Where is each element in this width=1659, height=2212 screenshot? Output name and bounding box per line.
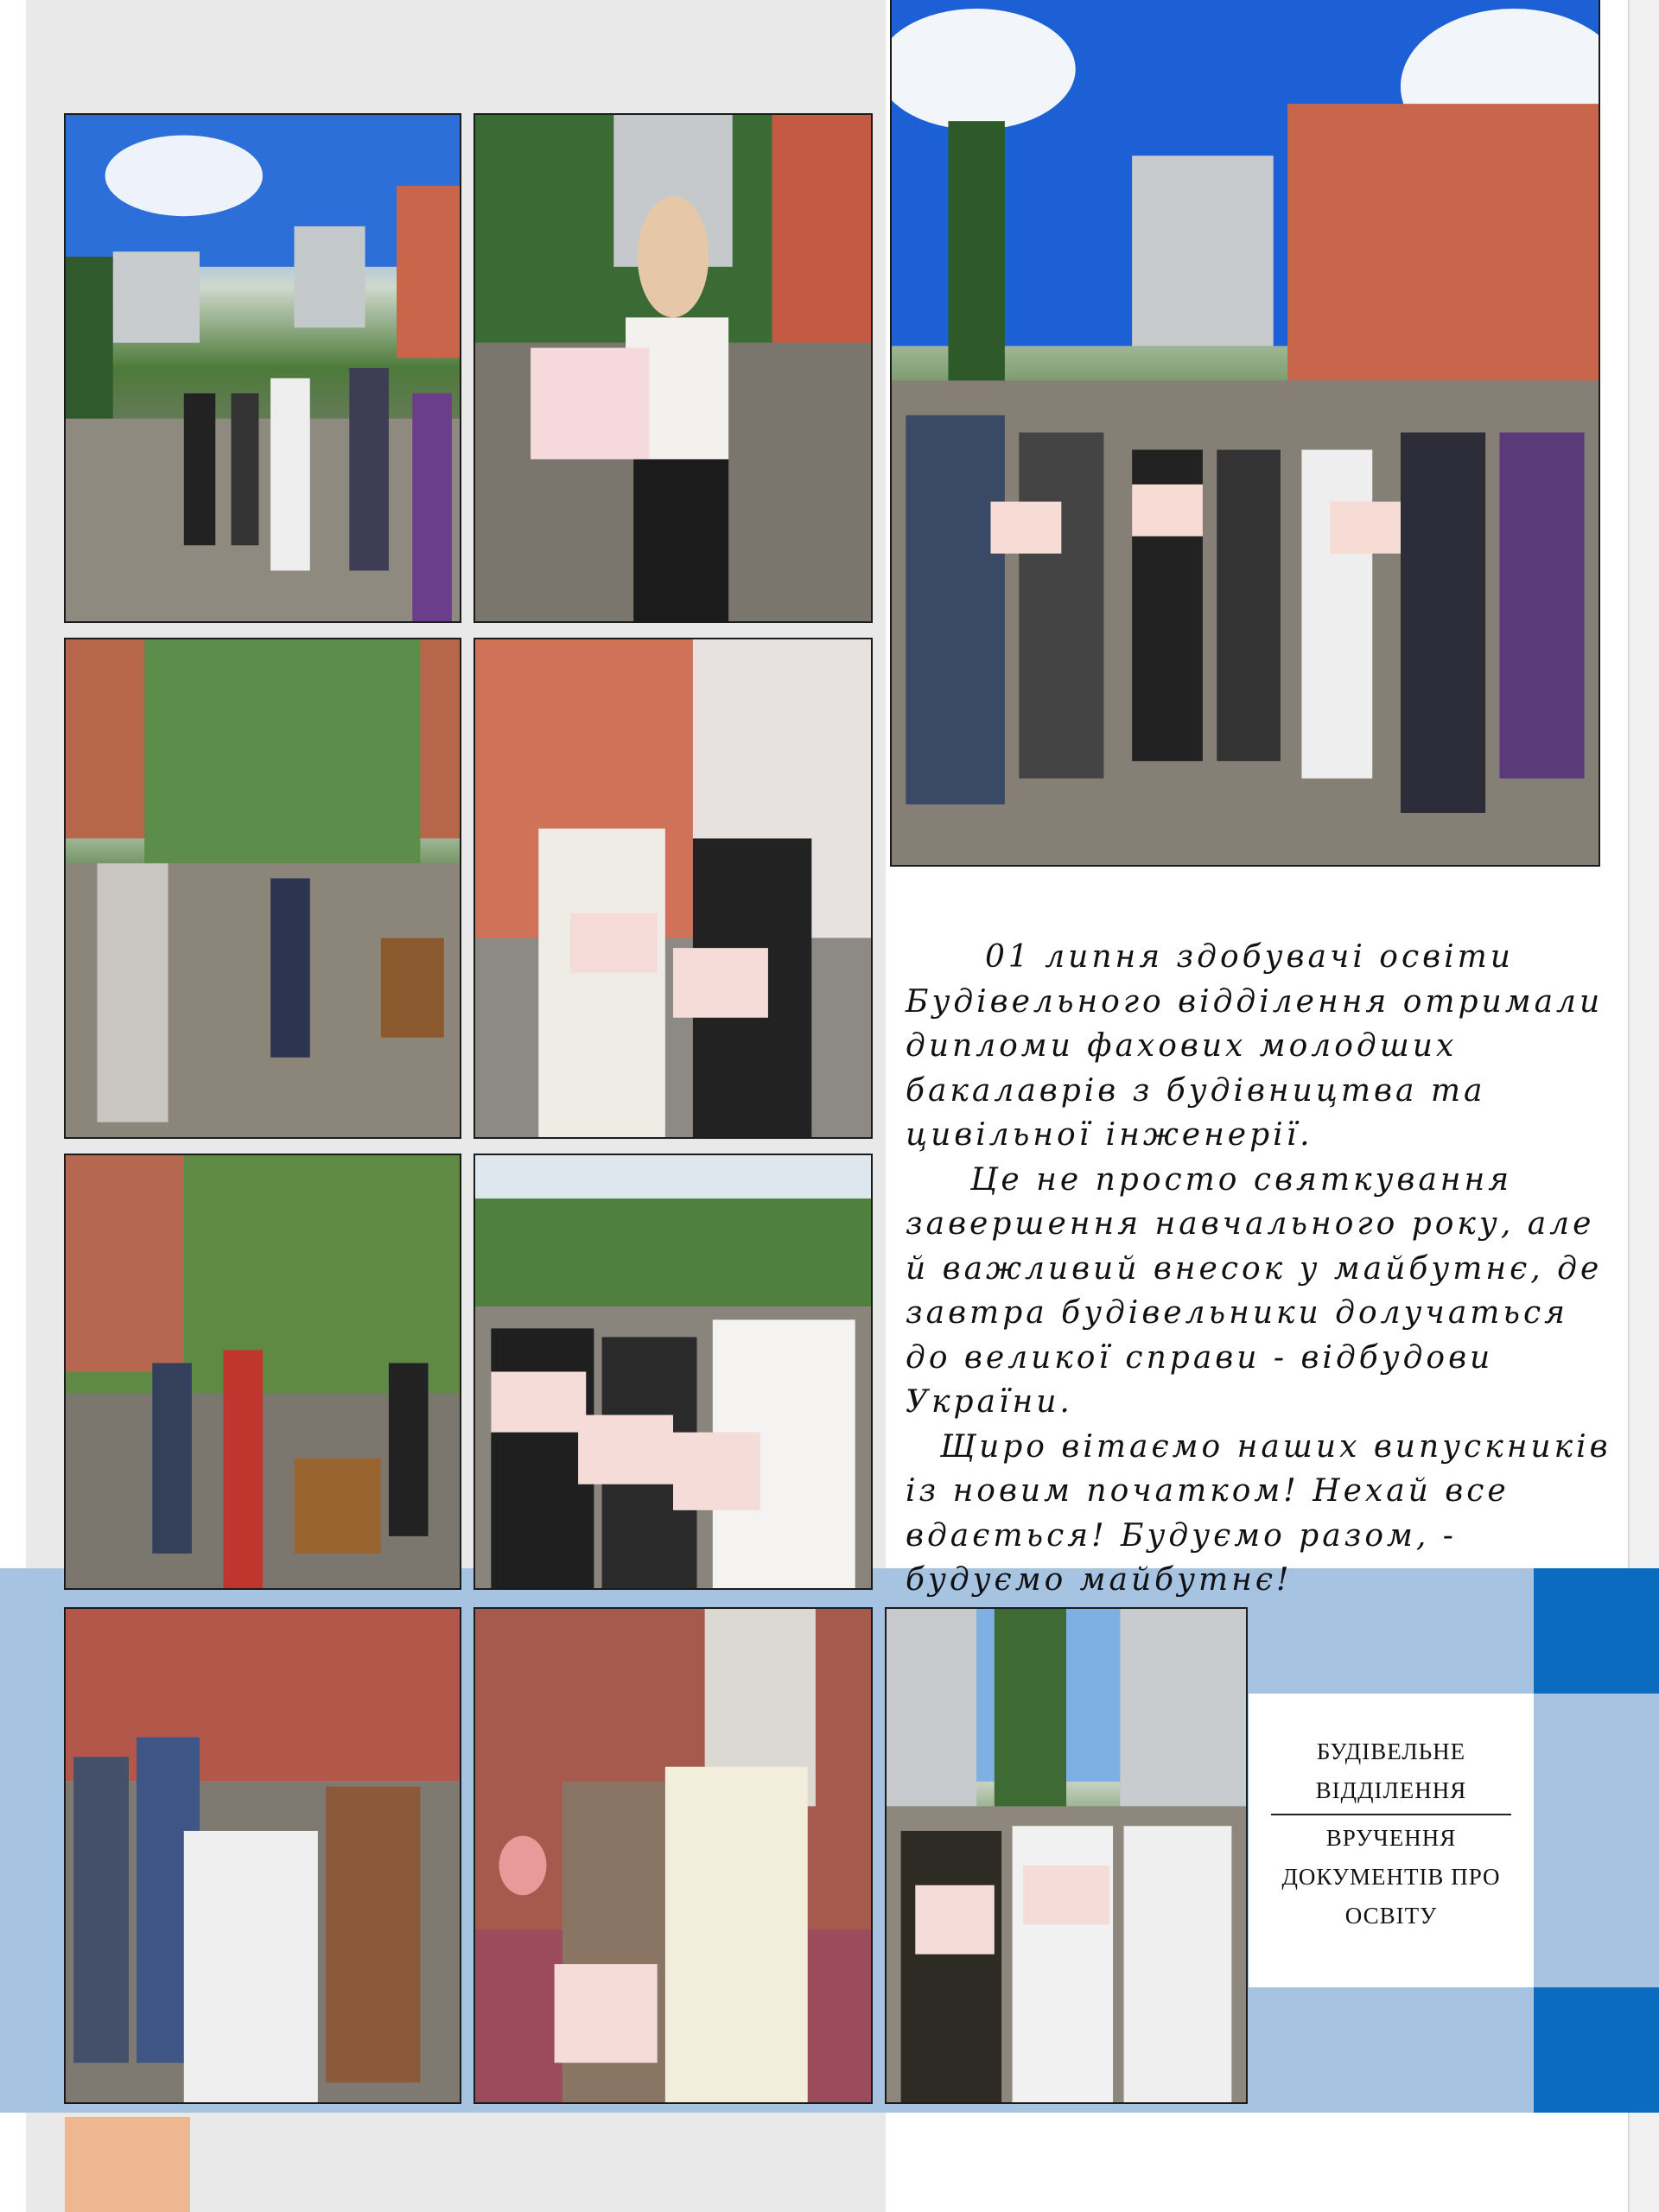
photo-two-graduates-with-flowers xyxy=(474,1607,873,2104)
photo-ceremony-speech xyxy=(64,1154,461,1590)
photo-graduates-group-1 xyxy=(64,113,461,623)
photo-couple-with-diplomas xyxy=(474,638,873,1139)
caption-event: ВРУЧЕННЯ ДОКУМЕНТІВ ПРО ОСВІТУ xyxy=(1281,1825,1501,1929)
caption-divider xyxy=(1271,1814,1511,1815)
photo-three-graduates xyxy=(885,1607,1248,2104)
accent-orange-block xyxy=(65,2117,190,2212)
background-grey-bottom xyxy=(190,2117,886,2212)
photo-three-girls-diplomas xyxy=(474,1154,873,1590)
caption-box xyxy=(1257,1732,1525,1936)
photo-speaker-with-microphone xyxy=(64,638,461,1139)
article-paragraph-1: 01 липня здобувачі освіти Будівельного відділення отримали дипломи фахових молодших бакалаврів з будівництва та цивільної інженерії. xyxy=(906,939,1604,1153)
caption-department: БУДІВЕЛЬНЕ ВІДДІЛЕННЯ xyxy=(1315,1738,1467,1803)
article-text xyxy=(906,935,1614,1603)
photo-girl-with-diploma xyxy=(474,113,873,623)
accent-blue-square-bottom xyxy=(1534,1987,1659,2113)
photo-applauding-audience xyxy=(64,1607,461,2104)
article-paragraph-2: Це не просто святкування завершення навчального року, але й важливий внесок у майбутнє, де завтра будівельники долучаться до великої справи - відбудови України. xyxy=(906,1161,1603,1420)
article-paragraph-3: Щиро вітаємо наших випускників із новим початком! Нехай все вдається! Будуємо разом, - будуємо майбутнє! xyxy=(906,1428,1611,1598)
photo-graduates-large-group xyxy=(890,0,1600,867)
